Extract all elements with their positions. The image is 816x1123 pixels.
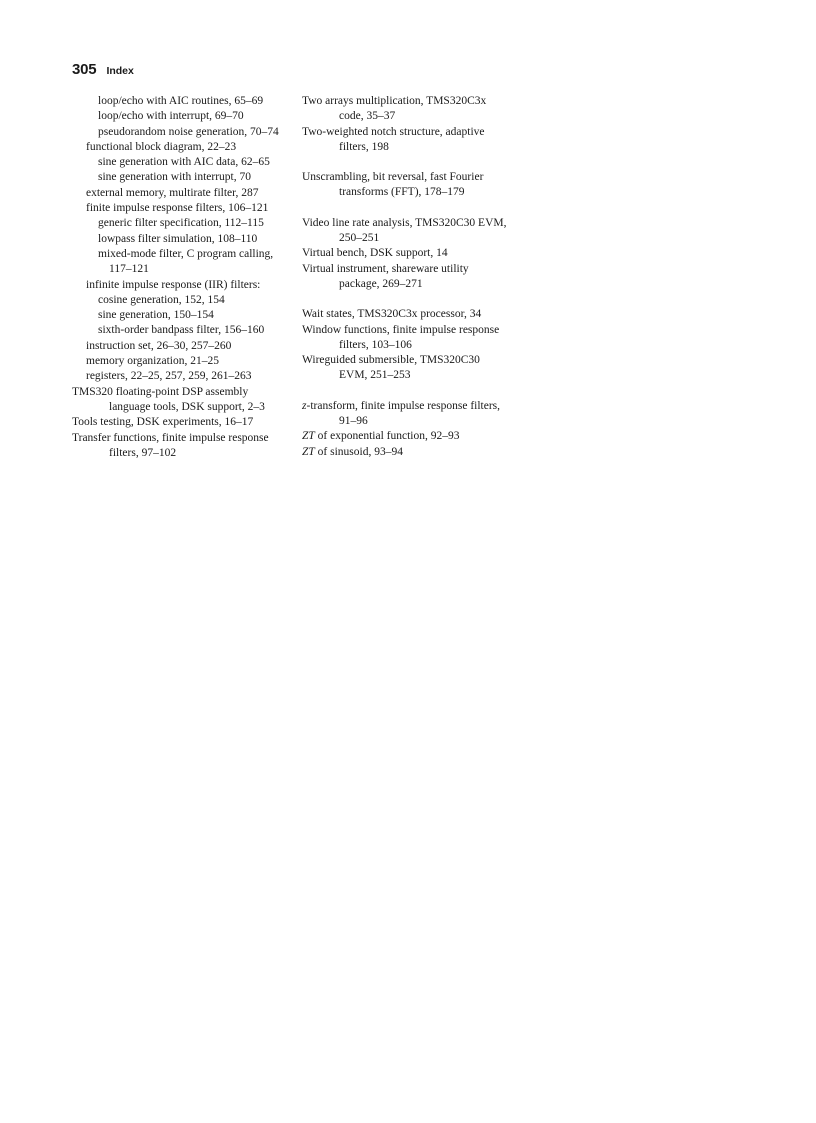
index-entry bbox=[72, 293, 290, 308]
index-entry bbox=[302, 429, 552, 444]
index-entry-text: finite impulse response filters, 106–121 bbox=[86, 202, 269, 215]
index-entry bbox=[302, 262, 552, 293]
index-entry bbox=[72, 308, 290, 323]
index-entry bbox=[302, 125, 552, 156]
index-entry bbox=[72, 354, 290, 369]
index-entry-text: EVM, 251–253 bbox=[339, 369, 411, 382]
index-entry bbox=[302, 353, 552, 384]
index-entry-text: Transfer functions, finite impulse response bbox=[72, 431, 269, 444]
index-entry-text: 250–251 bbox=[339, 232, 380, 245]
index-entry-text: Wireguided submersible, TMS320C30 bbox=[302, 354, 480, 367]
index-entry bbox=[302, 246, 552, 261]
index-entry-text: instruction set, 26–30, 257–260 bbox=[86, 339, 232, 352]
index-column-right bbox=[302, 94, 552, 460]
index-entry bbox=[72, 170, 290, 185]
index-entry bbox=[302, 170, 552, 201]
index-entry bbox=[72, 140, 290, 155]
index-entry-text: memory organization, 21–25 bbox=[86, 355, 219, 368]
index-entry bbox=[72, 201, 290, 216]
index-entry-text: Two-weighted notch structure, adaptive bbox=[302, 125, 485, 138]
index-entry-text: infinite impulse response (IIR) filters: bbox=[86, 278, 261, 291]
index-entry bbox=[302, 399, 552, 430]
index-entry-text: sixth-order bandpass filter, 156–160 bbox=[98, 324, 265, 337]
page-number: 305 bbox=[72, 61, 97, 78]
index-entry-text: package, 269–271 bbox=[339, 277, 423, 290]
index-entry-text: generic filter specification, 112–115 bbox=[98, 217, 264, 230]
running-title: Index bbox=[106, 65, 134, 77]
index-entry-text: registers, 22–25, 257, 259, 261–263 bbox=[86, 370, 252, 383]
index-entry-text: -transform, finite impulse response filters, bbox=[306, 399, 501, 412]
index-entry-text: sine generation with AIC data, 62–65 bbox=[98, 156, 270, 169]
index-entry-text: loop/echo with interrupt, 69–70 bbox=[98, 110, 244, 123]
index-entry-text: 91–96 bbox=[339, 415, 368, 428]
index-entry-text: Unscrambling, bit reversal, fast Fourier bbox=[302, 171, 484, 184]
index-entry bbox=[72, 415, 290, 430]
index-entry-text: language tools, DSK support, 2–3 bbox=[109, 400, 265, 413]
index-entry bbox=[72, 369, 290, 384]
index-entry-text: filters, 198 bbox=[339, 140, 389, 153]
index-entry bbox=[302, 216, 552, 247]
running-header bbox=[72, 61, 134, 79]
index-entry-text: Virtual bench, DSK support, 14 bbox=[302, 247, 448, 260]
index-entry-text: code, 35–37 bbox=[339, 110, 396, 123]
index-entry bbox=[302, 323, 552, 354]
index-entry-text: transforms (FFT), 178–179 bbox=[339, 186, 465, 199]
index-entry bbox=[72, 232, 290, 247]
index-entry-text: of sinusoid, 93–94 bbox=[314, 445, 403, 458]
index-entry-text: external memory, multirate filter, 287 bbox=[86, 186, 259, 199]
index-entry-text: mixed-mode filter, C program calling, bbox=[98, 247, 274, 260]
italic-prefix: ZT bbox=[302, 445, 315, 458]
index-entry-text: TMS320 floating-point DSP assembly bbox=[72, 385, 249, 398]
index-entry-text: of exponential function, 92–93 bbox=[314, 430, 460, 443]
index-entry bbox=[72, 216, 290, 231]
index-entry bbox=[72, 94, 290, 109]
index-entry bbox=[72, 339, 290, 354]
index-entry bbox=[72, 109, 290, 124]
index-entry bbox=[302, 94, 552, 125]
index-entry-text: filters, 97–102 bbox=[109, 446, 177, 459]
index-entry bbox=[72, 278, 290, 293]
index-entry-text: Tools testing, DSK experiments, 16–17 bbox=[72, 416, 254, 429]
italic-prefix: ZT bbox=[302, 430, 315, 443]
index-entry bbox=[302, 307, 552, 322]
index-entry-text: Wait states, TMS320C3x processor, 34 bbox=[302, 308, 482, 321]
index-entry bbox=[72, 431, 290, 462]
index-entry bbox=[72, 155, 290, 170]
index-column-left bbox=[72, 94, 290, 461]
index-entry-text: loop/echo with AIC routines, 65–69 bbox=[98, 95, 264, 107]
index-entry-text: sine generation with interrupt, 70 bbox=[98, 171, 251, 184]
index-entry-text: sine generation, 150–154 bbox=[98, 309, 214, 322]
index-entry bbox=[72, 186, 290, 201]
index-entry-text: Video line rate analysis, TMS320C30 EVM, bbox=[302, 216, 507, 229]
italic-prefix: z bbox=[302, 399, 307, 412]
index-entry-text: Window functions, finite impulse response bbox=[302, 323, 500, 336]
index-entry-text: lowpass filter simulation, 108–110 bbox=[98, 232, 258, 245]
index-entry bbox=[72, 323, 290, 338]
index-entry bbox=[302, 445, 552, 460]
index-entry-text: functional block diagram, 22–23 bbox=[86, 140, 237, 153]
index-entry-text: cosine generation, 152, 154 bbox=[98, 293, 225, 306]
index-entry-text: pseudorandom noise generation, 70–74 bbox=[98, 125, 279, 138]
index-entry-text: Two arrays multiplication, TMS320C3x bbox=[302, 95, 487, 107]
index-entry bbox=[72, 247, 290, 278]
index-entry-text: filters, 103–106 bbox=[339, 338, 412, 351]
index-entry bbox=[72, 385, 290, 416]
index-entry-text: Virtual instrument, shareware utility bbox=[302, 262, 469, 275]
index-entry bbox=[72, 125, 290, 140]
index-entry-text: 117–121 bbox=[109, 263, 149, 276]
